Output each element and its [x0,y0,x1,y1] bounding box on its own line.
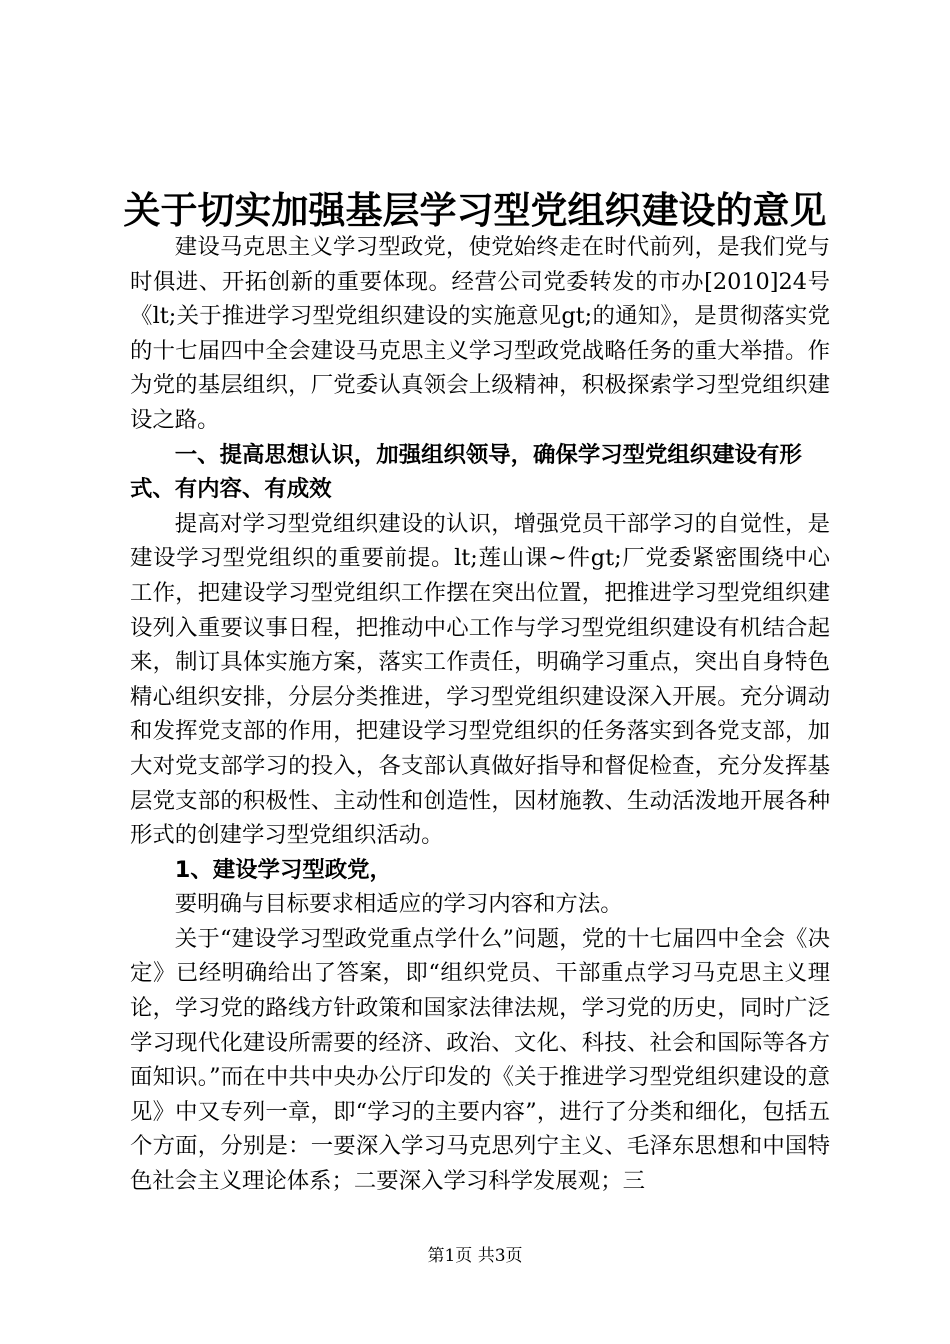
subsection-1-intro-paragraph: 要明确与目标要求相适应的学习内容和方法。 [174,891,623,918]
intro-paragraph: 建设马克思主义学习型政党，使党始终走在时代前列，是我们党与时俱进、开拓创新的重要体现。经营公司党委转发的市办[2010]24号《lt;关于推进学习型党组织建设的实施意见gt;的通知》，是贯彻落实党的十七届四中全会建设马克思主义学习型政党战略任务的重大举措。作为党的基层组织，厂党委认真领会上级精神，积极探索学习型党组织建设之路。 [130,234,830,433]
page-footer: 第1页 共3页 [427,1246,523,1266]
subsection-1-paragraph: 关于“建设学习型政党重点学什么”问题，党的十七届四中全会《决定》已经明确给出了答案，即“组织党员、干部重点学习马克思主义理论，学习党的路线方针政策和国家法律法规，学习党的历史，同时广泛学习现代化建设所需要的经济、政治、文化、科技、社会和国际等各方面知识。”而在中共中央办公厅印发的《关于推进学习型党组织建设的意见》中又专列一章，即“学习的主要内容”，进行了分类和细化，包括五个方面，分别是：一要深入学习马克思列宁主义、毛泽东思想和中国特色社会主义理论体系；二要深入学习科学发展观；三 [130,925,830,1195]
document-body [130,230,830,1199]
section-1-paragraph: 提高对学习型党组织建设的认识，增强党员干部学习的自觉性，是建设学习型党组织的重要前提。lt;莲山课~件gt;厂党委紧密围绕中心工作，把建设学习型党组织工作摆在突出位置，把推进学习型党组织建设列入重要议事日程，把推动中心工作与学习型党组织建设有机结合起来，制订具体实施方案，落实工作责任，明确学习重点，突出自身特色精心组织安排，分层分类推进，学习型党组织建设深入开展。充分调动和发挥党支部的作用，把建设学习型党组织的任务落实到各党支部，加大对党支部学习的投入，各支部认真做好指导和督促检查，充分发挥基层党支部的积极性、主动性和创造性，因材施教、生动活泼地开展各种形式的创建学习型党组织活动。 [130,510,830,849]
document-title: 关于切实加强基层学习型党组织建设的意见 [123,189,827,232]
subsection-heading-1: 1、建设学习型政党， [174,856,392,883]
section-heading-1: 一、提高思想认识，加强组织领导，确保学习型党组织建设有形式、有内容、有成效 [130,441,802,503]
